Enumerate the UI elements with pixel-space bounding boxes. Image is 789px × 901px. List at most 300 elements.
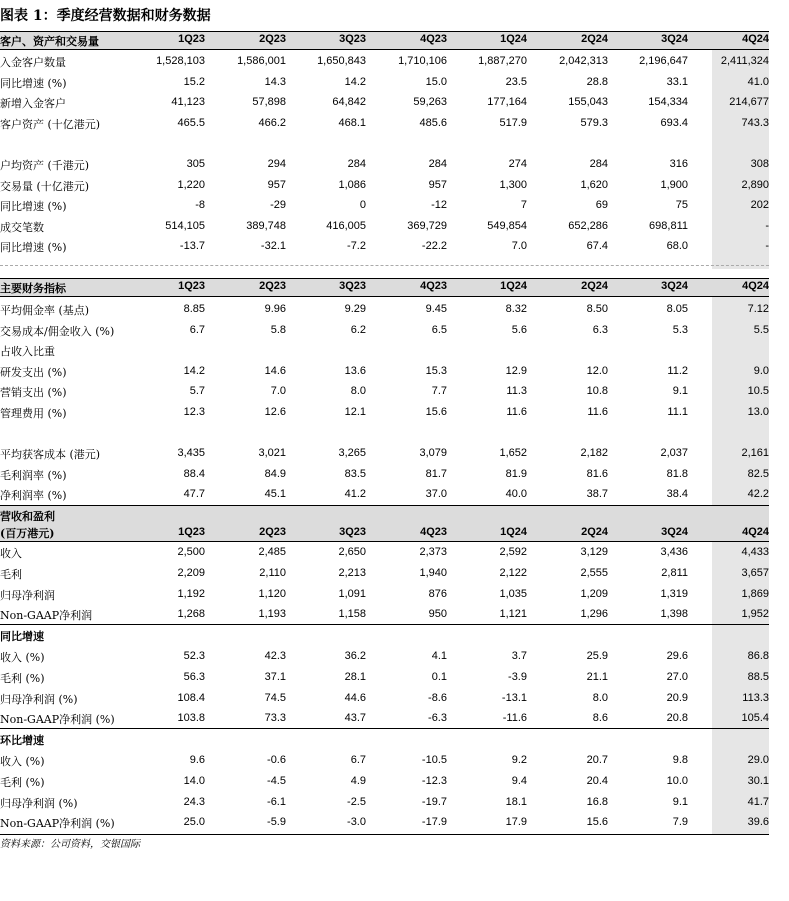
cell-2q24: 8.50	[586, 303, 608, 315]
cell-2q24: 16.8	[586, 795, 608, 808]
row-label: 成交笔数	[0, 220, 44, 234]
cell-1q23: 103.8	[177, 712, 205, 725]
row-label: 净利润率 (%)	[0, 489, 67, 503]
cell-4q23: -22.2	[421, 240, 447, 253]
cell-4q24: 7.12	[747, 303, 769, 315]
cell-4q23: 950	[428, 608, 447, 621]
cell-3q23: -7.2	[347, 240, 366, 253]
cell-4q24: 113.3	[742, 691, 769, 704]
cell-2q24: 12.0	[586, 364, 608, 377]
table-row	[0, 542, 769, 562]
cell-2q23: 57,898	[252, 96, 286, 109]
cell-3q23: 468.1	[338, 116, 366, 129]
cell-3q24: 154,334	[648, 96, 688, 109]
cell-2q24: 8.6	[592, 712, 608, 725]
cell-4q24: 3,657	[741, 566, 769, 579]
cell-4q23: -12.3	[421, 774, 447, 787]
cell-4q23: -12	[431, 199, 447, 212]
cell-3q24: 7.9	[672, 816, 688, 829]
cell-2q24: 81.6	[586, 467, 608, 480]
subsection-row	[0, 625, 769, 645]
cell-3q23: 3,265	[338, 447, 366, 460]
cell-2q23: 45.1	[264, 488, 286, 501]
cell-2q24: 38.7	[586, 488, 608, 501]
column-header-3q24: 3Q24	[661, 280, 688, 292]
cell-1q23: 15.2	[183, 75, 205, 88]
cell-4q23: 3,079	[419, 447, 447, 460]
cell-4q23: 957	[428, 178, 447, 191]
cell-1q23: 3,435	[177, 447, 205, 460]
cell-4q23: 369,729	[407, 219, 447, 232]
cell-3q24: 68.0	[666, 240, 688, 253]
cell-3q23: 284	[347, 158, 366, 170]
cell-3q24: 2,811	[661, 566, 688, 579]
cell-3q23: 83.5	[344, 467, 366, 480]
table-row	[0, 113, 769, 133]
table-row	[0, 195, 769, 215]
cell-1q23: 8.85	[183, 303, 205, 315]
cell-4q23: 876	[428, 587, 447, 600]
cell-1q24: 12.9	[505, 364, 527, 377]
row-label: Non-GAAP净利润	[0, 609, 93, 623]
row-label: 管理费用 (%)	[0, 407, 67, 420]
cell-1q24: -11.6	[502, 712, 527, 725]
cell-1q23: 88.4	[183, 467, 205, 480]
cell-1q23: 24.3	[183, 795, 205, 808]
column-header-4q24: 4Q24	[742, 33, 769, 45]
row-label: 客户资产 (十亿港元)	[0, 117, 101, 131]
column-header-2q24: 2Q24	[581, 280, 608, 292]
cell-3q24: 2,196,647	[639, 55, 688, 67]
column-header-1q24: 1Q24	[500, 526, 527, 538]
cell-1q24: 5.6	[511, 323, 527, 336]
cell-4q23: -10.5	[421, 754, 447, 766]
cell-2q24: 20.4	[586, 774, 608, 787]
cell-1q23: 12.3	[183, 406, 205, 418]
divider-line	[0, 728, 769, 729]
section-header-row	[0, 505, 769, 540]
cell-3q24: 27.0	[666, 670, 688, 683]
table-row	[0, 133, 769, 153]
table-row	[0, 381, 769, 401]
column-header-2q23: 2Q23	[259, 280, 286, 292]
row-label: Non-GAAP净利润 (%)	[0, 817, 115, 831]
cell-2q23: 1,120	[258, 587, 286, 600]
cell-2q24: 2,042,313	[559, 55, 608, 67]
cell-3q23: 2,650	[338, 546, 366, 558]
cell-4q24: 9.0	[753, 364, 769, 377]
cell-3q23: -3.0	[347, 816, 366, 829]
cell-4q23: 485.6	[419, 116, 447, 129]
row-label: 收入	[0, 547, 22, 560]
cell-4q23: 4.1	[431, 650, 447, 662]
cell-2q23: 1,586,001	[237, 55, 286, 67]
cell-3q23: 36.2	[344, 650, 366, 662]
cell-3q23: 6.7	[350, 754, 366, 766]
cell-4q24: 29.0	[747, 754, 769, 766]
cell-3q23: 44.6	[344, 691, 366, 704]
row-label: 平均获客成本 (港元)	[0, 448, 101, 462]
column-header-2q23: 2Q23	[259, 33, 286, 45]
cell-3q23: 1,158	[338, 608, 366, 621]
section-header-label: 客户、资产和交易量	[0, 35, 99, 48]
column-header-3q24: 3Q24	[661, 33, 688, 45]
cell-4q24: 2,411,324	[720, 55, 769, 67]
table-row	[0, 708, 769, 728]
cell-3q23: 4.9	[350, 774, 366, 787]
cell-4q23: 284	[428, 158, 447, 170]
table-row	[0, 667, 769, 687]
row-label: Non-GAAP净利润 (%)	[0, 713, 115, 727]
cell-4q23: 15.3	[425, 364, 447, 377]
cell-2q24: 6.3	[592, 323, 608, 336]
cell-2q23: 14.3	[264, 75, 286, 88]
cell-4q23: -17.9	[421, 816, 447, 829]
cell-4q24: 2,890	[741, 178, 769, 191]
section-header-row	[0, 30, 769, 50]
cell-4q23: 81.7	[425, 467, 447, 480]
table-row	[0, 51, 769, 71]
cell-2q24: 1,209	[580, 587, 608, 600]
cell-2q24: 10.8	[586, 385, 608, 398]
cell-3q23: 28.1	[344, 670, 366, 683]
cell-2q23: 7.0	[270, 385, 286, 398]
cell-1q24: 23.5	[505, 75, 527, 88]
cell-3q23: 1,091	[338, 587, 366, 600]
column-header-1q24: 1Q24	[500, 33, 527, 45]
cell-1q23: 47.7	[183, 488, 205, 501]
column-header-2q24: 2Q24	[581, 33, 608, 45]
cell-1q23: -13.7	[179, 240, 205, 253]
row-label: 收入 (%)	[0, 651, 45, 664]
cell-2q24: 28.8	[586, 75, 608, 88]
cell-2q23: -6.1	[267, 795, 286, 808]
section-header-row	[0, 277, 769, 297]
cell-2q23: 957	[267, 178, 286, 191]
table-row	[0, 464, 769, 484]
cell-4q24: -	[765, 240, 769, 253]
cell-2q23: -4.5	[267, 774, 286, 787]
row-label: 同比增速 (%)	[0, 76, 67, 90]
cell-2q23: 73.3	[264, 712, 286, 725]
cell-1q23: 2,209	[177, 566, 205, 579]
cell-4q23: 6.5	[431, 323, 447, 336]
cell-3q24: 5.3	[672, 323, 688, 336]
cell-3q23: 9.29	[344, 303, 366, 315]
cell-3q24: 9.8	[672, 754, 688, 766]
cell-2q23: 5.8	[270, 323, 286, 336]
cell-3q23: 41.2	[344, 488, 366, 501]
cell-4q24: 1,869	[741, 587, 769, 600]
cell-3q24: 81.8	[666, 467, 688, 480]
row-label: 归母净利润 (%)	[0, 692, 78, 706]
row-label: 环比增速	[0, 734, 44, 748]
cell-2q23: 1,193	[258, 608, 286, 621]
cell-2q23: 74.5	[264, 691, 286, 704]
table-row	[0, 320, 769, 340]
cell-2q24: 2,182	[580, 447, 608, 460]
cell-2q23: -32.1	[260, 240, 286, 253]
table-row	[0, 72, 769, 92]
cell-2q24: 67.4	[586, 240, 608, 253]
cell-4q24: 214,677	[729, 96, 769, 109]
cell-1q24: 1,887,270	[478, 55, 527, 67]
cell-1q24: 11.6	[506, 406, 527, 418]
cell-2q23: 84.9	[264, 467, 286, 480]
cell-1q23: 14.2	[183, 364, 205, 377]
table-row	[0, 584, 769, 604]
cell-1q23: 2,500	[177, 546, 205, 558]
cell-4q24: 1,952	[741, 608, 769, 621]
cell-2q24: 155,043	[568, 96, 608, 109]
cell-3q24: 29.6	[666, 650, 688, 662]
cell-4q24: 88.5	[747, 670, 769, 683]
table-row	[0, 688, 769, 708]
cell-1q23: 25.0	[183, 816, 205, 829]
cell-3q23: 43.7	[344, 712, 366, 725]
cell-1q24: 177,164	[487, 96, 527, 109]
row-label: 毛利 (%)	[0, 671, 45, 685]
cell-1q24: 1,652	[499, 447, 527, 460]
cell-1q23: 1,528,103	[156, 55, 205, 67]
cell-2q23: 466.2	[258, 116, 286, 129]
cell-4q24: 13.0	[747, 406, 769, 418]
cell-1q23: 41,123	[171, 96, 205, 109]
cell-4q23: 0.1	[431, 670, 447, 683]
table-row	[0, 443, 769, 463]
row-label: 同比增速	[0, 630, 44, 644]
column-header-1q23: 1Q23	[178, 526, 205, 538]
cell-1q24: 18.1	[505, 795, 527, 808]
cell-1q24: 17.9	[505, 816, 527, 829]
cell-1q24: 1,121	[499, 608, 527, 621]
cell-2q24: 1,296	[580, 608, 608, 621]
cell-1q24: 549,854	[487, 219, 527, 232]
cell-2q24: 2,555	[580, 566, 608, 579]
cell-3q24: 11.1	[667, 406, 688, 418]
cell-4q24: -	[765, 219, 769, 232]
cell-1q24: 8.32	[505, 303, 527, 315]
table-row	[0, 423, 769, 443]
row-label: 交易量 (十亿港元)	[0, 179, 90, 193]
cell-3q23: 64,842	[332, 96, 366, 109]
subsection-row	[0, 729, 769, 749]
cell-4q23: 7.7	[431, 385, 447, 398]
source-footnote: 资料来源：公司资料，交银国际	[0, 839, 140, 850]
cell-3q24: 2,037	[660, 447, 688, 460]
column-header-3q23: 3Q23	[339, 526, 366, 538]
row-label: 毛利 (%)	[0, 775, 45, 789]
cell-1q23: 1,192	[177, 587, 205, 600]
cell-4q24: 42.2	[747, 488, 769, 501]
cell-3q23: 1,650,843	[317, 55, 366, 67]
cell-1q23: 108.4	[177, 691, 205, 704]
cell-2q24: 3,129	[580, 546, 608, 558]
row-label: 归母净利润 (%)	[0, 796, 78, 810]
cell-2q23: 12.6	[264, 406, 286, 418]
cell-2q23: 294	[267, 158, 286, 170]
cell-2q24: 579.3	[580, 116, 608, 129]
row-label: 新增入金客户	[0, 97, 66, 111]
column-header-4q23: 4Q23	[420, 526, 447, 538]
row-label: 营销支出 (%)	[0, 386, 67, 400]
cell-1q24: -13.1	[501, 691, 527, 704]
cell-3q24: 3,436	[660, 546, 688, 558]
section-header-label: 主要财务指标	[0, 282, 66, 295]
cell-3q24: 1,319	[660, 587, 688, 600]
cell-3q24: 8.05	[666, 303, 688, 315]
cell-4q23: 1,710,106	[398, 55, 447, 67]
cell-1q24: 40.0	[505, 488, 527, 501]
cell-1q24: 9.2	[511, 754, 527, 766]
cell-4q23: 59,263	[413, 96, 447, 109]
cell-3q23: 8.0	[350, 385, 366, 398]
cell-3q24: 693.4	[660, 116, 688, 129]
cell-2q23: 2,485	[258, 546, 286, 558]
cell-3q24: 9.1	[672, 385, 688, 398]
cell-1q23: 14.0	[183, 774, 205, 787]
cell-4q23: -6.3	[428, 712, 447, 725]
cell-4q24: 202	[750, 199, 769, 212]
cell-3q24: 11.2	[667, 364, 688, 377]
cell-3q23: 12.1	[344, 406, 366, 418]
table-row	[0, 154, 769, 174]
cell-4q23: 15.6	[425, 406, 447, 418]
column-header-4q24: 4Q24	[742, 280, 769, 292]
cell-4q23: 2,373	[419, 546, 447, 558]
column-header-1q23: 1Q23	[178, 33, 205, 45]
cell-4q24: 5.5	[753, 323, 769, 336]
cell-1q24: 1,300	[499, 178, 527, 191]
cell-3q24: 9.1	[672, 795, 688, 808]
cell-4q24: 2,161	[741, 447, 769, 460]
divider-line	[0, 624, 769, 625]
cell-2q24: 11.6	[587, 406, 608, 418]
column-header-3q23: 3Q23	[339, 280, 366, 292]
row-label: 平均佣金率 (基点)	[0, 304, 90, 317]
row-label: 交易成本/佣金收入 (%)	[0, 324, 115, 338]
cell-3q24: 33.1	[666, 75, 688, 88]
cell-4q23: 9.45	[425, 303, 447, 315]
cell-2q24: 1,620	[580, 178, 608, 191]
row-label: 收入 (%)	[0, 755, 45, 768]
cell-2q24: 8.0	[592, 691, 608, 704]
cell-2q24: 284	[589, 158, 608, 170]
column-header-2q24: 2Q24	[581, 526, 608, 538]
cell-1q24: 2,592	[499, 546, 527, 558]
cell-1q24: 2,122	[499, 566, 527, 579]
table-row	[0, 340, 769, 360]
cell-1q24: 517.9	[499, 116, 527, 129]
column-header-1q24: 1Q24	[500, 280, 527, 292]
cell-2q24: 15.6	[586, 816, 608, 829]
cell-4q23: 1,940	[419, 566, 447, 579]
column-header-3q23: 3Q23	[339, 33, 366, 45]
table-row	[0, 750, 769, 770]
cell-4q24: 86.8	[747, 650, 769, 662]
dotted-divider	[0, 265, 769, 266]
cell-2q23: 389,748	[246, 219, 286, 232]
column-header-4q23: 4Q23	[420, 280, 447, 292]
table-row	[0, 92, 769, 112]
cell-3q24: 1,398	[660, 608, 688, 621]
column-header-1q23: 1Q23	[178, 280, 205, 292]
cell-4q24: 10.5	[747, 385, 769, 398]
row-label: 毛利	[0, 567, 22, 581]
cell-1q23: 1,268	[177, 608, 205, 621]
cell-4q23: 37.0	[425, 488, 447, 501]
cell-1q23: 305	[186, 158, 205, 170]
cell-4q24: 105.4	[741, 712, 769, 725]
cell-1q23: -8	[195, 199, 205, 212]
cell-3q24: 698,811	[649, 219, 688, 232]
table-row	[0, 484, 769, 504]
cell-2q23: -5.9	[267, 816, 286, 829]
table-row	[0, 299, 769, 319]
cell-4q24: 39.6	[747, 816, 769, 829]
table-row	[0, 175, 769, 195]
cell-1q23: 9.6	[189, 754, 205, 766]
cell-2q23: 42.3	[264, 650, 286, 662]
cell-3q23: 13.6	[344, 364, 366, 377]
cell-2q23: 2,110	[259, 566, 286, 579]
cell-3q23: 0	[359, 199, 366, 212]
cell-1q23: 5.7	[189, 385, 205, 398]
cell-4q24: 41.0	[747, 75, 769, 88]
row-label: 毛利润率 (%)	[0, 468, 67, 482]
section-header-label: 营收和盈利	[0, 510, 55, 523]
cell-1q24: 1,035	[499, 587, 527, 600]
cell-4q23: -19.7	[421, 795, 447, 808]
section-header-sublabel: (百万港元)	[0, 527, 55, 540]
cell-3q24: 316	[669, 158, 688, 170]
row-label: 研发支出 (%)	[0, 365, 67, 379]
cell-1q24: 7.0	[511, 240, 527, 253]
row-label: 户均资产 (千港元)	[0, 159, 90, 172]
column-header-4q24: 4Q24	[742, 526, 769, 538]
cell-2q23: 37.1	[264, 670, 286, 683]
cell-3q23: 14.2	[344, 75, 366, 88]
table-row	[0, 812, 769, 832]
table-row	[0, 792, 769, 812]
cell-1q24: 81.9	[505, 467, 527, 480]
table-row	[0, 646, 769, 666]
row-label: 同比增速 (%)	[0, 241, 67, 255]
cell-3q23: 6.2	[350, 323, 366, 336]
row-label: 占收入比重	[0, 345, 55, 359]
table-row	[0, 771, 769, 791]
table-row	[0, 216, 769, 236]
cell-1q24: 3.7	[511, 650, 527, 662]
cell-2q24: 21.1	[586, 670, 608, 683]
table-row	[0, 563, 769, 583]
divider-line	[0, 505, 769, 506]
row-label: 入金客户数量	[0, 56, 66, 69]
cell-3q23: 416,005	[326, 219, 366, 232]
cell-1q23: 6.7	[189, 323, 205, 336]
cell-1q23: 1,220	[177, 178, 205, 191]
cell-4q24: 30.1	[747, 774, 769, 787]
cell-3q23: 2,213	[338, 566, 366, 579]
cell-2q24: 20.7	[586, 754, 608, 766]
cell-3q24: 1,900	[660, 178, 688, 191]
cell-3q24: 10.0	[666, 774, 688, 787]
table-row	[0, 604, 769, 624]
cell-2q23: -0.6	[267, 754, 286, 766]
cell-2q24: 25.9	[586, 650, 608, 662]
cell-2q23: 9.96	[264, 303, 286, 315]
cell-1q23: 514,105	[165, 219, 205, 232]
